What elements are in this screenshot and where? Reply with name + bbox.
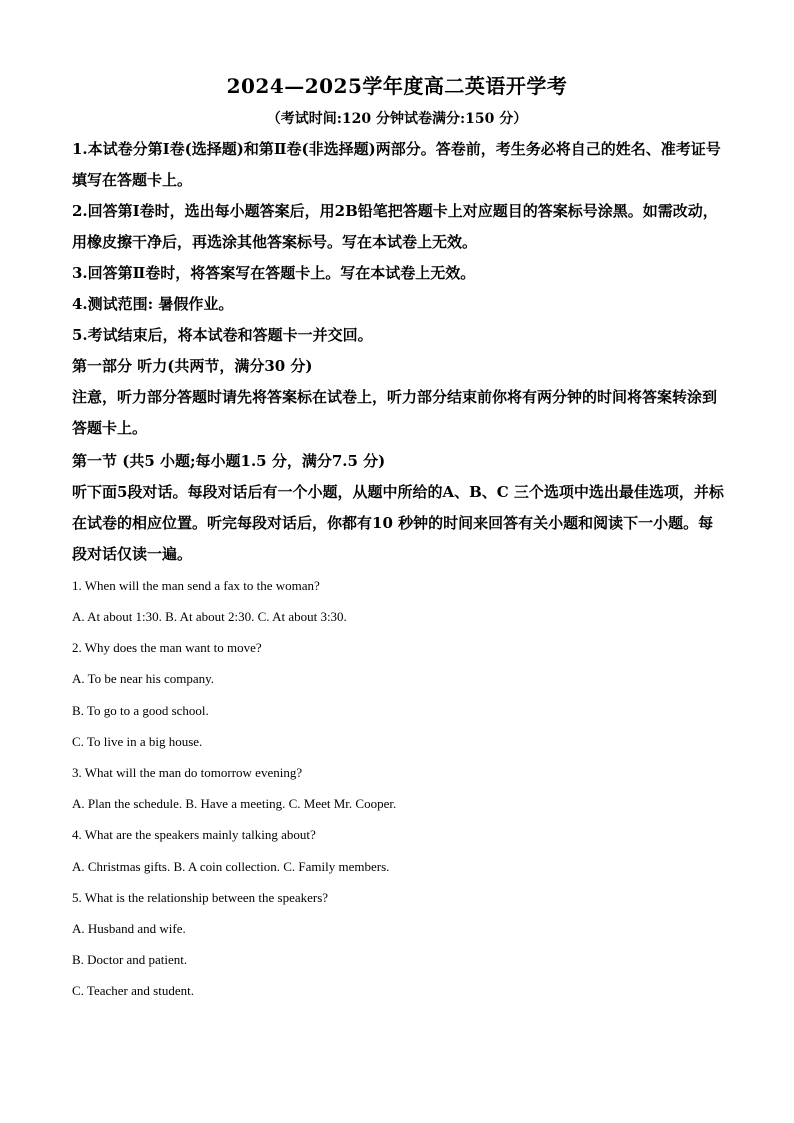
question-5-option-a: A. Husband and wife. — [72, 921, 186, 936]
section1-heading: 第一节 (共5 小题;每小题1.5 分，满分7.5 分) — [72, 452, 386, 470]
question-2: 2. Why does the man want to move? — [72, 640, 262, 655]
question-2-option-a: A. To be near his company. — [72, 671, 215, 686]
instruction-item-5: 5.考试结束后，将本试卷和答题卡一并交回。 — [72, 326, 373, 344]
question-5: 5. What is the relationship between the speakers? — [72, 890, 329, 905]
question-4-options: A. Christmas gifts. B. A coin collection. C. Family members. — [72, 859, 390, 874]
question-1: 1. When will the man send a fax to the woman? — [72, 578, 320, 593]
instruction-item-2: 2.回答第Ⅰ卷时，选出每小题答案后，用2B铅笔把答题卡上对应题目的答案标号涂黑。如需改动，用橡皮擦干净后，再选涂其他答案标号。写在本试卷上无效。 — [72, 202, 718, 251]
instruction-item-4: 4.测试范围: 暑假作业。 — [72, 295, 234, 313]
question-2-option-c: C. To live in a big house. — [72, 734, 203, 749]
page-title: 2024—2025学年度高二英语开学考 — [226, 74, 568, 98]
question-5-option-c: C. Teacher and student. — [72, 983, 194, 998]
question-3-options: A. Plan the schedule. B. Have a meeting. C. Meet Mr. Cooper. — [72, 796, 397, 811]
instruction-item-1: 1.本试卷分第Ⅰ卷(选择题)和第Ⅱ卷(非选择题)两部分。答卷前，考生务必将自己的姓名、准考证号填写在答题卡上。 — [72, 140, 721, 189]
question-4: 4. What are the speakers mainly talking about? — [72, 827, 316, 842]
section1-instructions: 听下面5段对话。每段对话后有一个小题，从题中所给的A、B、C 三个选项中选出最佳选项，并标在试卷的相应位置。听完每段对话后，你都有10 秒钟的时间来回答有关小题和阅读下一小题。每段对话仅读一遍。 — [72, 483, 724, 563]
instruction-item-3: 3.回答第Ⅱ卷时，将答案写在答题卡上。写在本试卷上无效。 — [72, 264, 476, 282]
question-2-option-b: B. To go to a good school. — [72, 703, 209, 718]
part1-note: 注意，听力部分答题时请先将答案标在试卷上，听力部分结束前你将有两分钟的时间将答案转涂到答题卡上。 — [72, 388, 718, 437]
part1-heading: 第一部分 听力(共两节，满分30 分) — [72, 357, 313, 375]
question-1-options: A. At about 1:30. B. At about 2:30. C. At about 3:30. — [72, 609, 347, 624]
exam-time-info: （考试时间:120 分钟试卷满分:150 分） — [266, 111, 528, 127]
question-5-option-b: B. Doctor and patient. — [72, 952, 188, 967]
question-3: 3. What will the man do tomorrow evening? — [72, 765, 303, 780]
